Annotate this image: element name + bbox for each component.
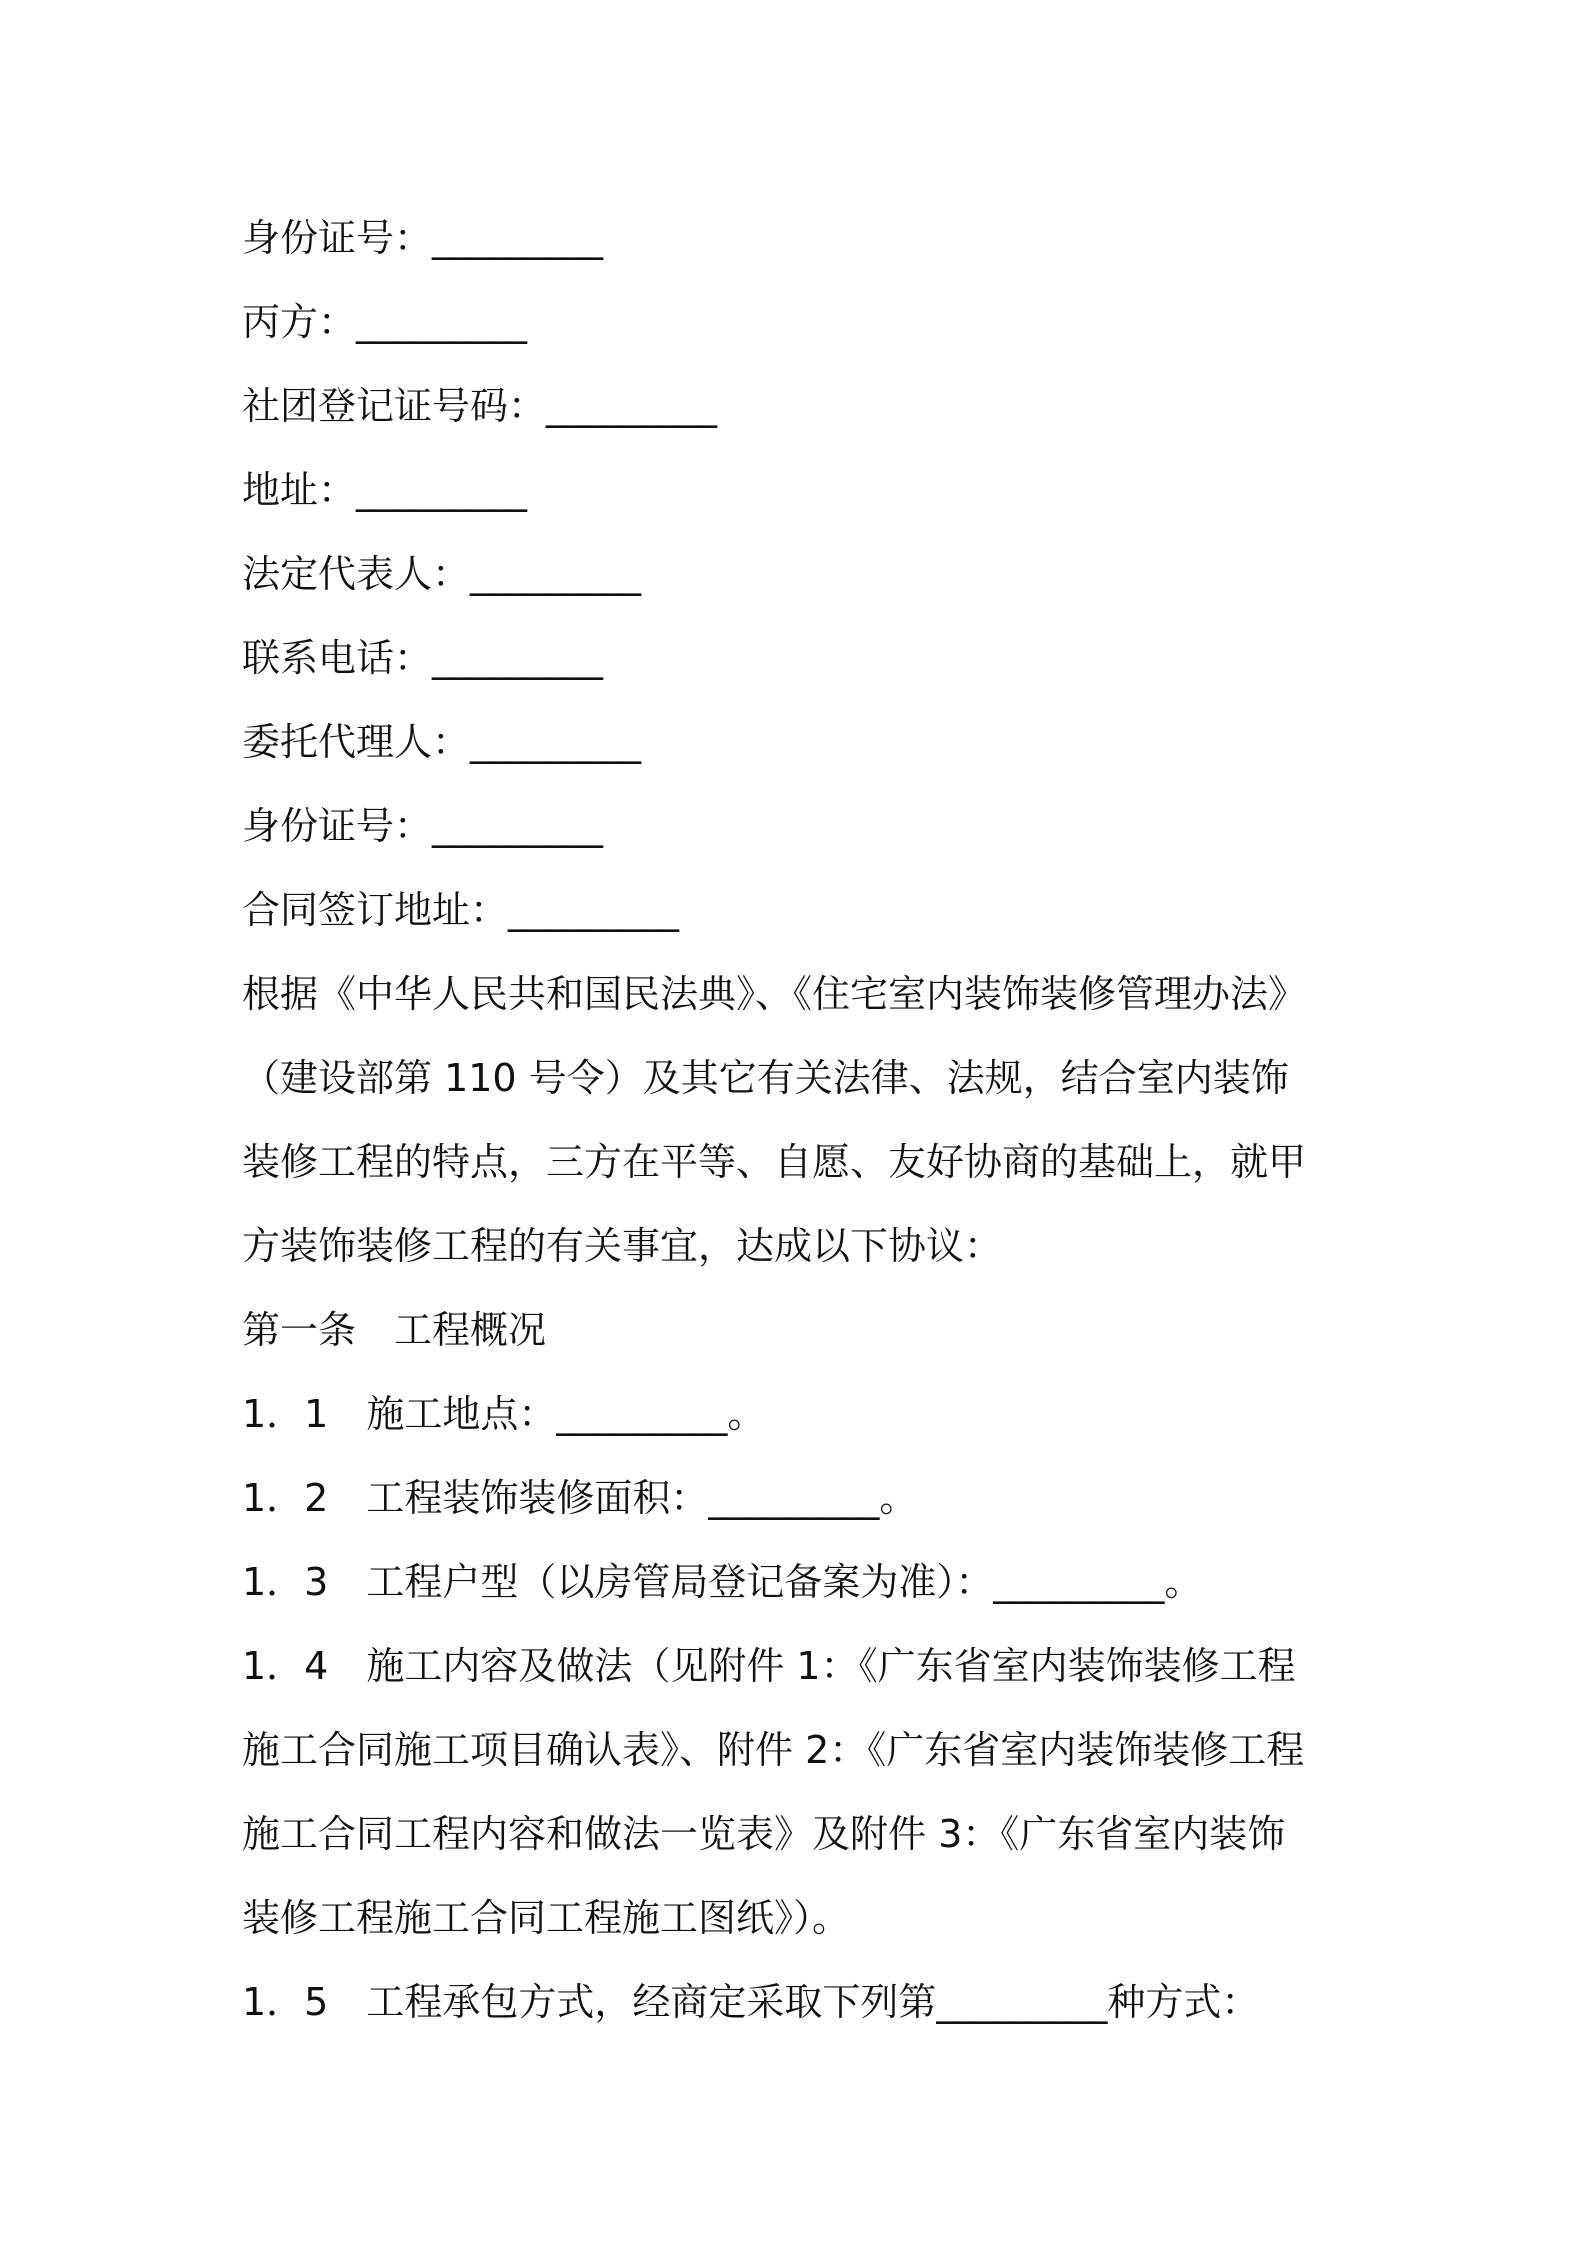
item-1-4-line-4: 装修工程施工合同工程施工图纸》）。	[242, 1896, 851, 1940]
preamble-line-3: 装修工程的特点，三方在平等、自愿、友好协商的基础上，就甲	[242, 1140, 1307, 1184]
item-1-3: 1．3 工程户型（以房管局登记备案为准）：_________。	[242, 1560, 1203, 1604]
registration-number-field: 社团登记证号码：_________	[242, 384, 718, 428]
article-heading: 第一条 工程概况	[242, 1308, 547, 1352]
item-1-4-line-3: 施工合同工程内容和做法一览表》及附件 3：《广东省室内装饰	[242, 1812, 1286, 1856]
item-1-4-line-2: 施工合同施工项目确认表》、附件 2：《广东省室内装饰装修工程	[242, 1728, 1305, 1772]
document-body	[242, 196, 1352, 2044]
preamble-line-2: （建设部第 110 号令）及其它有关法律、法规，结合室内装饰	[242, 1056, 1289, 1100]
agent-field: 委托代理人：_________	[242, 720, 642, 764]
item-1-5: 1．5 工程承包方式，经商定采取下列第_________种方式：	[242, 1980, 1260, 2024]
item-1-4-line-1: 1．4 施工内容及做法（见附件 1：《广东省室内装饰装修工程	[242, 1644, 1296, 1688]
item-1-1: 1．1 施工地点：_________。	[242, 1392, 766, 1436]
preamble-line-1: 根据《中华人民共和国民法典》、《住宅室内装饰装修管理办法》	[242, 972, 1307, 1016]
legal-representative-field: 法定代表人：_________	[242, 552, 642, 596]
id-number-field: 身份证号：_________	[242, 216, 604, 260]
preamble-line-4: 方装饰装修工程的有关事宜，达成以下协议：	[242, 1224, 1003, 1268]
address-field: 地址：_________	[242, 468, 528, 512]
item-1-2: 1．2 工程装饰装修面积：_________。	[242, 1476, 918, 1520]
party-c-field: 丙方：_________	[242, 300, 528, 344]
phone-field: 联系电话：_________	[242, 636, 604, 680]
agent-id-number-field: 身份证号：_________	[242, 804, 604, 848]
signing-address-field: 合同签订地址：_________	[242, 888, 680, 932]
